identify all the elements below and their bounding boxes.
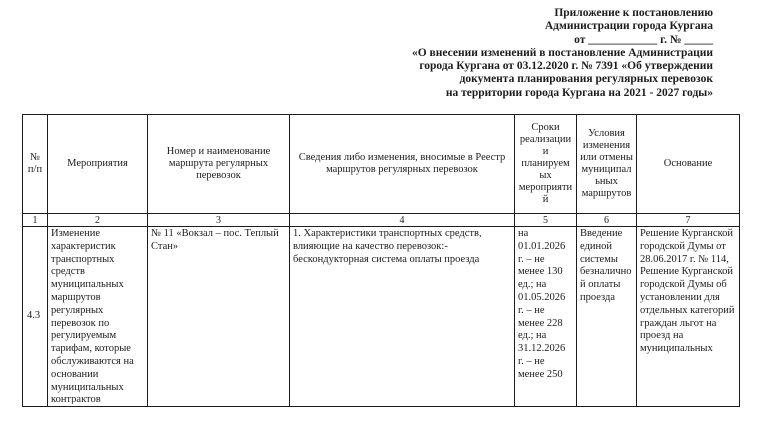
cell-deadlines-text: на 01.01.2026 г. – не менее 130 ед.; на 01.05.2026 г. – не менее 228 ед.; на 31.12.2026 г. – не менее 250 <box>518 228 566 380</box>
column-number: 4 <box>290 214 515 227</box>
cell-activity-text: Изменение характеристик транспортных средств муниципальных маршрутов регулярных перевозок по регулируемым тарифам, которые обслуживаются на основании муниципальных контрактов <box>51 228 134 404</box>
cell-details-text: 1. Характеристики транспортных средств, влияющие на качество перевозок:- бескондукторная система оплаты проезда <box>293 228 482 265</box>
col-header-activity: Мероприятия <box>48 115 148 214</box>
table-row <box>23 227 740 407</box>
cell-activity <box>48 227 148 407</box>
header-line: документа планирования регулярных перевозок <box>459 73 713 86</box>
cell-details <box>290 227 515 407</box>
basis-paragraph: Решение Курганской городской Думы об установлении для отдельных категорий граждан льгот на проезд на муниципальных <box>640 266 735 355</box>
cell-basis-text <box>640 228 736 404</box>
col-header-deadlines: Сроки реализации и планируемых мероприятий <box>515 115 577 214</box>
column-number: 6 <box>577 214 637 227</box>
table-header-row <box>23 115 740 214</box>
document-header <box>412 7 713 100</box>
cell-deadlines <box>515 227 577 407</box>
col-header-route: Номер и наименование маршрута регулярных перевозок <box>148 115 290 214</box>
column-number: 7 <box>637 214 740 227</box>
cell-conditions-text: Введение единой системы безналичной оплаты проезда <box>580 228 632 303</box>
column-number: 1 <box>23 214 48 227</box>
cell-row-number: 4.3 <box>23 227 48 407</box>
column-numbers-row <box>23 214 740 227</box>
cell-basis <box>637 227 740 407</box>
header-line: Администрации города Кургана <box>544 20 713 33</box>
col-header-basis: Основание <box>637 115 740 214</box>
column-number: 5 <box>515 214 577 227</box>
header-line: от ____________ г. № _____ <box>574 33 713 46</box>
cell-conditions <box>577 227 637 407</box>
planning-table <box>22 114 740 407</box>
cell-route <box>148 227 290 407</box>
column-number: 2 <box>48 214 148 227</box>
basis-paragraph: Решение Курганской городской Думы от 28.06.2017 г. № 114, <box>640 228 734 265</box>
header-line: Приложение к постановлению <box>554 7 713 19</box>
cell-route-text: № 11 «Вокзал – пос. Теплый Стан» <box>151 228 279 252</box>
col-header-details: Сведения либо изменения, вносимые в Реестр маршрутов регулярных перевозок <box>290 115 515 214</box>
col-header-row-number: № п/п <box>23 115 48 214</box>
header-line: «О внесении изменений в постановление Администрации <box>411 46 713 59</box>
column-number: 3 <box>148 214 290 227</box>
col-header-conditions: Условия изменения или отмены муниципальных маршрутов <box>577 115 637 214</box>
header-line: города Кургана от 03.12.2020 г. № 7391 «Об утверждении <box>419 60 713 73</box>
header-line: на территории города Кургана на 2021 - 2027 годы» <box>445 86 713 99</box>
